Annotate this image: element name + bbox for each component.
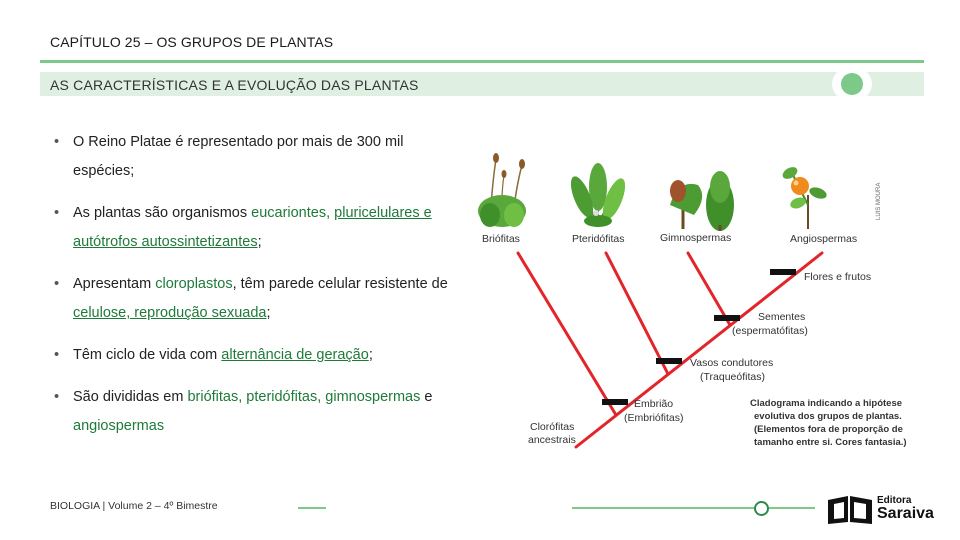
trait-markers (602, 269, 796, 405)
caption-line: Cladograma indicando a hipótese (750, 398, 903, 409)
footer-circle-icon (754, 501, 769, 516)
root-label-sub: ancestrais (528, 434, 576, 446)
trait-label-sementes-sub: (espermatófitas) (732, 325, 808, 337)
highlight-text: eucariontes, (251, 205, 331, 221)
caption-line: tamanho entre si. Cores fantasia.) (754, 437, 907, 448)
circle-mark-icon (832, 66, 872, 102)
footer-divider (572, 507, 754, 509)
book-logo-icon (826, 494, 874, 526)
publisher-logo (826, 494, 940, 526)
cladogram-diagram (468, 145, 930, 455)
bullet-dot-icon: • (54, 389, 60, 405)
bullet-item (54, 199, 454, 257)
diagram-caption (750, 398, 907, 448)
logo-editora-text: Editora (877, 495, 912, 506)
footer-divider (769, 507, 815, 509)
bullet-item (54, 270, 454, 328)
bullet-dot-icon: • (54, 205, 60, 221)
bullet-dot-icon: • (54, 276, 60, 292)
footer-text: BIOLOGIA | Volume 2 – 4º Bimestre (50, 500, 218, 512)
highlight-text: angiospermas (73, 418, 165, 434)
trait-label-embriao: Embrião (634, 398, 674, 410)
bullet-text: ; (257, 234, 262, 250)
trait-label-vasos: Vasos condutores (690, 357, 774, 369)
bullet-item (54, 383, 454, 441)
caption-line: evolutiva dos grupos de plantas. (754, 411, 902, 422)
logo-name-text: Saraiva (877, 505, 934, 522)
caption-line: (Elementos fora de proporção de (754, 424, 903, 435)
group-label-pteridofitas: Pteridófitas (572, 233, 625, 245)
bullet-dot-icon: • (54, 347, 60, 363)
bullet-text: , têm parede celular resistente de (232, 276, 448, 292)
slide-subtitle: AS CARACTERÍSTICAS E A EVOLUÇÃO DAS PLANTAS (50, 77, 419, 93)
highlight-text: briófitas, pteridófitas, (187, 389, 322, 405)
bullet-text: São divididas em (73, 389, 188, 405)
highlight-text: pluricelulares e autótrofos autossintetizantes (73, 205, 432, 250)
gymnosperm-illustration (670, 171, 734, 231)
bullet-text: Apresentam (73, 276, 156, 292)
bullet-dot-icon: • (54, 134, 60, 150)
root-label: Clorófitas (530, 421, 575, 433)
bryophyte-illustration (478, 153, 526, 227)
illustration-credit: LUIS MOURA (876, 182, 882, 220)
bullet-item (54, 341, 454, 370)
bullet-item (54, 128, 454, 186)
highlight-text: cloroplastos (155, 276, 233, 292)
trait-label-flores: Flores e frutos (804, 271, 872, 283)
chapter-title: CAPÍTULO 25 – OS GRUPOS DE PLANTAS (50, 34, 334, 50)
highlight-text: gimnospermas (325, 389, 421, 405)
group-label-angiospermas: Angiospermas (790, 233, 858, 245)
bullet-text: O Reino Platae é representado por mais de 300 mil espécies; (73, 134, 404, 179)
trait-label-embriao-sub: (Embriófitas) (624, 412, 684, 424)
bullet-text: ; (368, 347, 373, 363)
pteridophyte-illustration (566, 163, 629, 227)
footer-divider (298, 507, 326, 509)
bullet-text: e (420, 389, 433, 405)
trait-label-vasos-sub: (Traqueófitas) (700, 371, 765, 383)
bullet-list (54, 128, 454, 454)
group-label-briofitas: Briófitas (482, 233, 520, 245)
bullet-text: ; (266, 305, 271, 321)
trait-label-sementes: Sementes (758, 311, 806, 323)
bullet-text: As plantas são organismos (73, 205, 252, 221)
angiosperm-illustration (781, 165, 829, 229)
header-rule (40, 60, 924, 63)
highlight-text: alternância de geração (221, 347, 369, 363)
group-label-gimnospermas: Gimnospermas (660, 232, 732, 244)
highlight-text: celulose, reprodução sexuada (73, 305, 267, 321)
bullet-text: Têm ciclo de vida com (73, 347, 222, 363)
